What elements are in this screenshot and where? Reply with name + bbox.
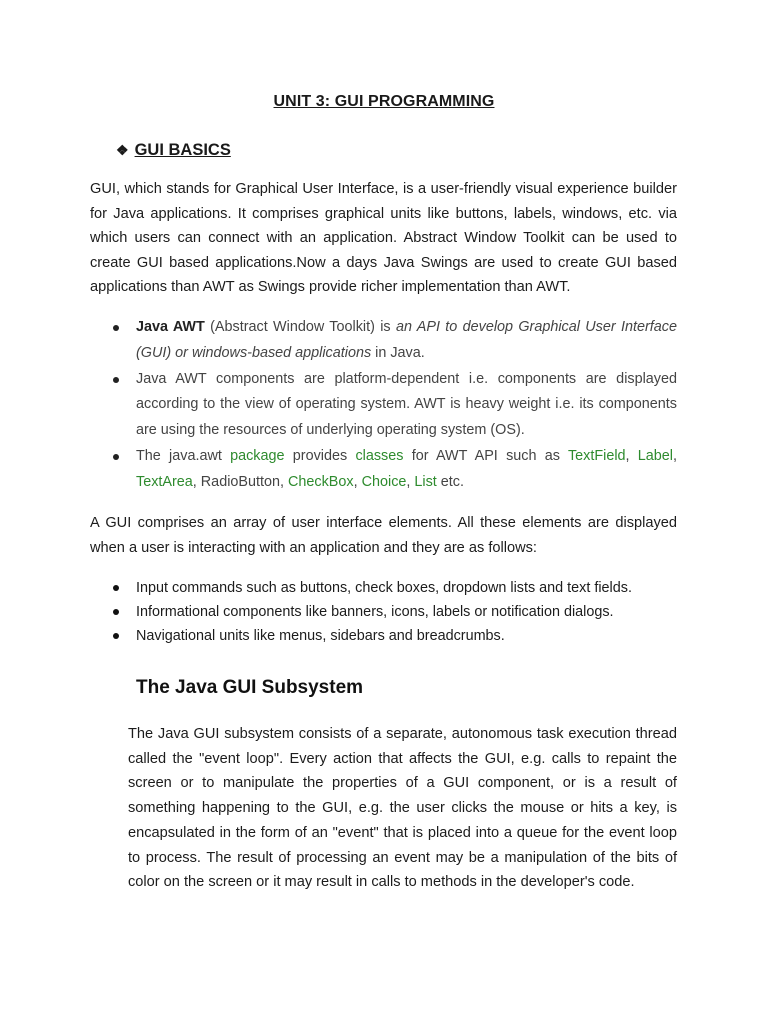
- text: in Java.: [371, 344, 425, 361]
- elements-list: [108, 576, 677, 649]
- list-item: Java AWT components are platform-dependent i.e. components are displayed according to the view of operating system. AWT is heavy weight i.e. its components are using the resources of underlying operating system (OS).: [108, 367, 677, 444]
- section-heading-text: GUI BASICS: [134, 141, 231, 159]
- subsystem-heading: The Java GUI Subsystem: [136, 677, 364, 698]
- link-label[interactable]: Label: [637, 447, 674, 464]
- text: ,: [353, 473, 362, 490]
- text: ,: [625, 447, 638, 464]
- text: ,: [406, 473, 415, 490]
- link-choice[interactable]: Choice: [361, 473, 407, 490]
- text: (Abstract Window Toolkit) is: [204, 319, 396, 335]
- text: for AWT API such as: [403, 447, 568, 464]
- list-item: [108, 315, 677, 367]
- text: The java.awt: [136, 447, 231, 464]
- list-item: Input commands such as buttons, check boxes, dropdown lists and text fields.: [108, 576, 677, 600]
- awt-list: [108, 315, 677, 496]
- subsystem-paragraph: The Java GUI subsystem consists of a separate, autonomous task execution thread called the "event loop". Every action that affects the GUI, e.g. calls to repaint the screen or to manipulate the properties of a GUI component, or is a result of something happening to the GUI, e.g. the user clicks the mouse or hits a key, is encapsulated in the form of an "event" that is placed into a queue for the event loop to process. The result of processing an event may be a manipulation of the bits of color on the screen or it may result in calls to methods in the developer's code.: [128, 726, 677, 891]
- link-textarea[interactable]: TextArea: [136, 473, 193, 490]
- text: ,: [673, 447, 678, 464]
- link-package[interactable]: package: [230, 447, 285, 464]
- link-textfield[interactable]: TextField: [567, 447, 626, 464]
- text: , RadioButton,: [192, 473, 288, 490]
- section-heading: [116, 141, 231, 160]
- text: etc.: [436, 473, 464, 490]
- italic-definition: an API to develop Graphical User Interface (GUI) or windows-based applications: [136, 319, 678, 361]
- list-item: Informational components like banners, icons, labels or notification dialogs.: [108, 600, 677, 624]
- text: provides: [284, 447, 356, 464]
- link-classes[interactable]: classes: [355, 447, 404, 464]
- list-item: Navigational units like menus, sidebars and breadcrumbs.: [108, 624, 677, 648]
- list-item: [108, 444, 677, 496]
- diamond-bullet-icon: ❖: [116, 142, 129, 158]
- bold-term: Java AWT: [136, 319, 205, 335]
- page-title: UNIT 3: GUI PROGRAMMING: [273, 93, 495, 110]
- link-checkbox[interactable]: CheckBox: [288, 473, 354, 490]
- link-list[interactable]: List: [414, 473, 437, 490]
- elements-paragraph: A GUI comprises an array of user interface elements. All these elements are displayed when a user is interacting with an application and they are as follows:: [90, 515, 677, 556]
- intro-paragraph: GUI, which stands for Graphical User Interface, is a user-friendly visual experience builder for Java applications. It comprises graphical units like buttons, labels, windows, etc. via which users can connect with an application. Abstract Window Toolkit can be used to create GUI based applications.Now a days Java Swings are used to create GUI based applications than AWT as Swings provide richer implementation than AWT.: [90, 181, 677, 296]
